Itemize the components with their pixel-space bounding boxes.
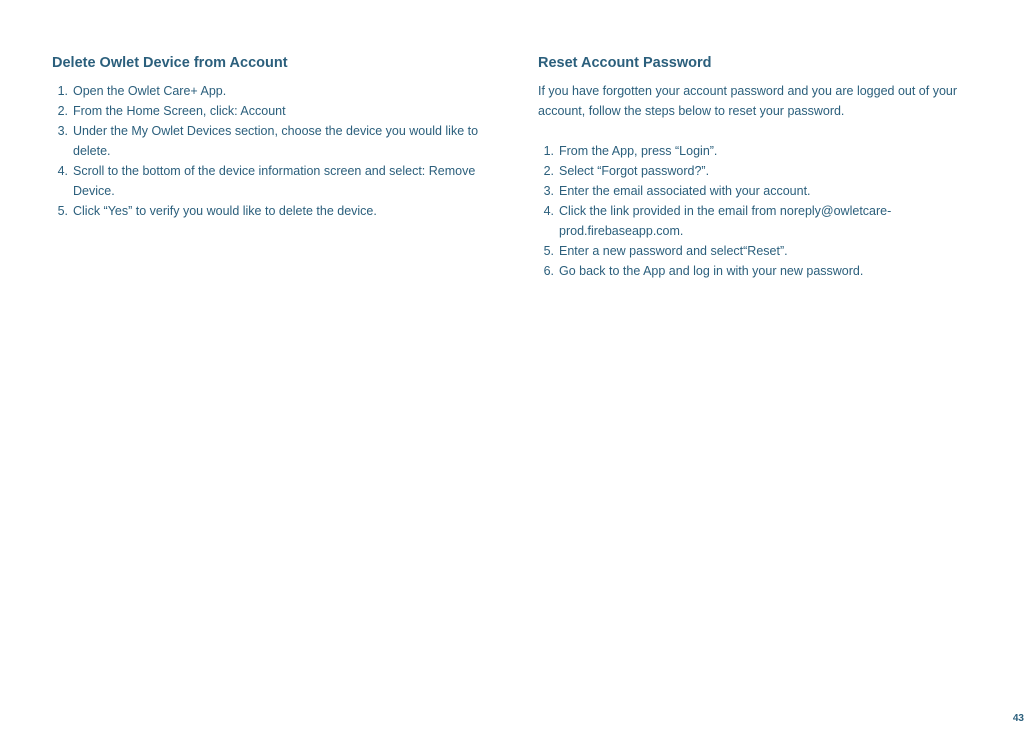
- step-text: From the App, press “Login”.: [559, 144, 718, 158]
- step-number: 2.: [57, 104, 68, 118]
- step-number: 2.: [543, 164, 554, 178]
- step-text: Click the link provided in the email from noreply@owletcare-prod.firebaseapp.com.: [559, 204, 892, 238]
- step-text: Scroll to the bottom of the device information screen and select: Remove Device.: [73, 164, 476, 198]
- step-number: 5.: [543, 244, 554, 258]
- list-item: [52, 161, 512, 201]
- step-number: 5.: [57, 204, 68, 218]
- step-number: 4.: [543, 204, 554, 218]
- list-item: [52, 121, 512, 161]
- reset-password-heading: Reset Account Password: [538, 55, 712, 71]
- list-item: [538, 241, 988, 261]
- reset-password-intro: If you have forgotten your account password and you are logged out of your account, follow the steps below to reset your password.: [538, 84, 958, 118]
- step-text: Go back to the App and log in with your new password.: [559, 264, 864, 278]
- list-item: [52, 81, 512, 101]
- delete-device-heading: Delete Owlet Device from Account: [52, 55, 288, 71]
- step-number: 1.: [57, 84, 68, 98]
- step-text: Under the My Owlet Devices section, choose the device you would like to delete.: [73, 124, 479, 158]
- reset-password-steps: [538, 141, 988, 281]
- page-number: 43: [1012, 713, 1024, 724]
- list-item: [538, 161, 988, 181]
- step-text: Open the Owlet Care+ App.: [73, 84, 227, 98]
- delete-device-steps: [52, 81, 512, 221]
- step-text: Enter a new password and select“Reset”.: [559, 244, 788, 258]
- list-item: [52, 101, 512, 121]
- list-item: [538, 261, 988, 281]
- step-text: Enter the email associated with your account.: [559, 184, 811, 198]
- reset-password-section: [538, 53, 988, 281]
- step-number: 3.: [57, 124, 68, 138]
- list-item: [538, 141, 988, 161]
- step-text: Click “Yes” to verify you would like to delete the device.: [73, 204, 377, 218]
- step-text: From the Home Screen, click: Account: [73, 104, 286, 118]
- list-item: [538, 201, 988, 241]
- delete-device-section: [52, 53, 512, 221]
- list-item: [52, 201, 512, 221]
- step-number: 3.: [543, 184, 554, 198]
- step-text: Select “Forgot password?”.: [559, 164, 710, 178]
- list-item: [538, 181, 988, 201]
- step-number: 6.: [543, 264, 554, 278]
- step-number: 4.: [57, 164, 68, 178]
- step-number: 1.: [543, 144, 554, 158]
